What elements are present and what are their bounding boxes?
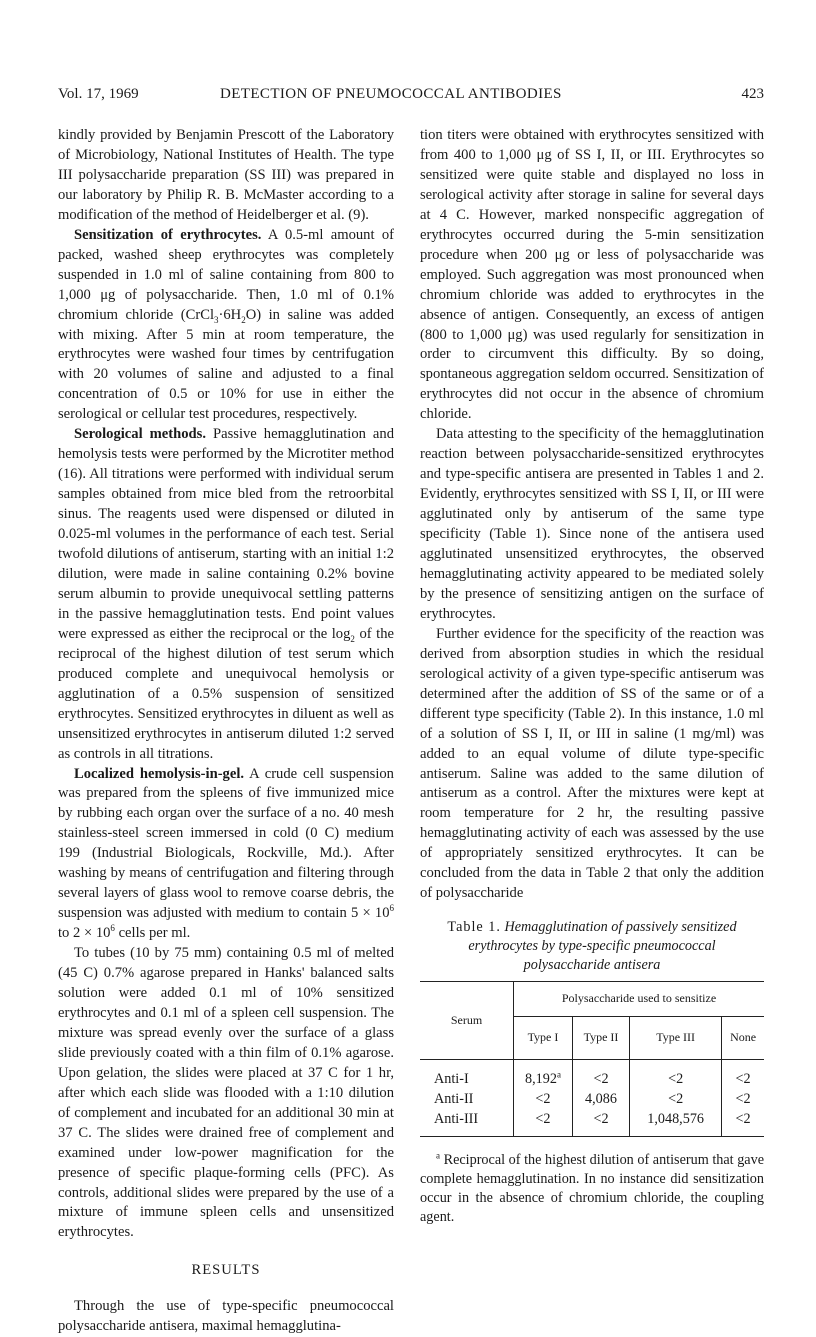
left-column [58,126,394,1337]
table-cell: <2 [722,1110,764,1136]
table-cell: 8,192$^a$ [514,1060,573,1090]
table-cell: <2 [572,1060,629,1090]
paragraph-continued: kindly provided by Benjamin Prescott of the Laboratory of Microbiology, National Institutes of Health. The type III polysaccharide preparation (SS III) was prepared in our laboratory by Philip R. B. McMaster according to a modification of the method of Heidelberger et al. (9). [58,127,394,223]
table1-col-type-ii: Type II [572,1017,629,1060]
table1-label: Table 1. [447,919,501,936]
table-cell: <2 [630,1090,722,1110]
table-cell: <2 [722,1090,764,1110]
paragraph-agarose: To tubes (10 by 75 mm) containing 0.5 ml of melted (45 C) 0.7% agarose prepared in Hanks' balanced salts solution were added 0.1 ml of 10% sensitized erythrocytes and 0.1 ml of a spleen cell suspension. The mixture was spread evenly over the surface of a glass slide previously coated with a thin film of 0.1% agarose. Upon gelation, the slides were placed at 37 C for 1 hr, after which each slide was flooded with a 1:10 dilution of complement and incubated for an additional 30 min at 37 C. The slides were drained free of complement and examined under low-power magnification for the presence of specific plaque-forming cells (PFC). As controls, additional slides were prepared by the use of a mixture of immune spleen cells and unsensitized erythrocytes. [58,945,394,1241]
runin-heading-sensitization: Sensitization of erythrocytes. [74,226,262,243]
paragraph-specificity: Data attesting to the specificity of the hemagglutination reaction between polysaccharide-sensitized erythrocytes and type-specific antisera are presented in Tables 1 and 2. Evidently, erythrocytes sensitized with SS I, II, or III were agglutinated only by antiserum of the same type specificity (Table 1). Since none of the antisera used agglutinated unsensitized erythrocytes, the observed hemagglutinating activity appeared to be mediated solely by the presence of sensitizing antigen on the surface of erythrocytes. [420,426,764,622]
right-column [420,126,764,1227]
table1-caption [426,918,758,975]
table1-col-type-i: Type I [514,1017,573,1060]
table1-col-none: None [722,1017,764,1060]
footnote-mark: a [436,1150,440,1161]
running-header [58,86,764,106]
table-cell: <2 [630,1060,722,1090]
table1-row-label: Anti-II [434,1091,474,1108]
table-row [420,1090,764,1110]
table1 [420,981,764,1137]
paragraph-results: Through the use of type-specific pneumococcal polysaccharide antisera, maximal hemagglutina- [58,1298,394,1335]
table-cell: <2 [514,1110,573,1136]
footnote-mark: a [556,1069,561,1080]
table1-title: Hemagglutination of passively sensitized erythrocytes by type-specific pneumococcal polysaccharide antisera [468,919,737,974]
volume-label: Vol. 17, 1969 [58,86,139,102]
table-cell: <2 [722,1060,764,1090]
table-row [420,1110,764,1136]
paragraph-absorption: Further evidence for the specificity of the reaction was derived from absorption studies in which the residual serological activity of a given type-specific antiserum was determined after the addition of SS of the same or of a different type specificity (Table 2). In this instance, 1.0 ml of a solution of SS I, II, or III in saline (1 mg/ml) was added to an equal volume of dilute type-specific antiserum. Saline was added to the same dilution of antiserum as a control. After the mixtures were kept at room temperature for 2 hr, the resulting passive hemagglutinating activity of each was assessed by the use of appropriately sensitized erythrocytes. It can be concluded from the data in Table 2 that only the addition of polysaccharide [420,625,764,902]
table-cell: <2 [514,1090,573,1110]
table1-col-type-iii: Type III [630,1017,722,1060]
paragraph-titers: tion titers were obtained with erythrocytes sensitized with from 400 to 1,000 μg of SS I, II, or III. Erythrocytes so sensitized were quite stable and displayed no loss in serological activity after storage in saline for several days at 4 C. However, marked nonspecific aggregation of erythrocytes occurred during the 5-min sensitization procedure when 200 μg or less of polysaccharide was employed. Such aggregation was most pronounced when chromium chloride was added to erythrocytes in the absence of antigen. Consequently, an excess of antigen (800 to 1,000 μg) was used regularly for sensitization in order to circumvent this difficulty. By so doing, spontaneous aggregation seldom occurred. Sensitization of erythrocytes did not occur in the absence of chromium chloride. [420,127,764,423]
runin-heading-hemolysis: Localized hemolysis-in-gel. [74,765,245,782]
table1-stub-header: Serum [420,982,514,1060]
table1-row-label: Anti-I [434,1071,469,1088]
paragraph-serological: Serological methods. Passive hemagglutination and hemolysis tests were performed by the Microtiter method (16). All titrations were performed with individual serum samples obtained from mice bled from the retroorbital sinus. The reagents used were dispensed or diluted in 0.025-ml volumes in the performance of each test. Serial twofold dilutions of antiserum, starting with an initial 1:2 dilution, were made in saline containing 0.2% bovine serum albumin to provide unequivocal settling patterns in the passive hemagglutination tests. End point values were expressed as either the reciprocal or the $\log_2$ of the reciprocal of the highest dilution of test serum which produced complete and unequivocal hemolysis or agglutination of a 0.5% suspension of sensitized erythrocytes. Sensitized erythrocytes in diluent as well as unsensitized erythrocytes in antiserum diluted 1:2 served as controls in all titrations. [58,426,394,762]
paragraph-sensitization: Sensitization of erythrocytes. A 0.5-ml amount of packed, washed sheep erythrocytes was completely suspended in 1.0 ml of saline containing from 800 to 1,000 μg of polysaccharide. Then, 1.0 ml of 0.1% chromium chloride $(CrCl_3\cdot 6H_2O)$ in saline was added with mixing. After 5 min at room temperature, the erythrocytes were washed four times by centrifugation with 20 volumes of saline and adjusted to a final concentration of 0.5 or 10% for use in either the serological or cellular test procedures, respectively. [58,226,394,423]
running-title: DETECTION OF PNEUMOCOCCAL ANTIBODIES [220,86,562,102]
section-heading-results: RESULTS [191,1262,261,1279]
table-cell: 4,086 [572,1090,629,1110]
table-cell: <2 [572,1110,629,1136]
table1-spanner-header: Polysaccharide used to sensitize [514,982,764,1017]
paragraph-hemolysis-in-gel: Localized hemolysis-in-gel. A crude cell suspension was prepared from the spleens of five immunized mice by rubbing each organ over the surface of a no. 40 mesh stainless-steel screen immersed in cold (0 C) medium 199 (Industrial Biologicals, Rockville, Md.). After washing by means of centrifugation and filtering through several layers of glass wool to remove coarse debris, the suspension was adjusted with medium to contain $5 \times 10^6$ to $2 \times 10^6$ cells per ml. [58,765,394,942]
table-cell: 1,048,576 [630,1110,722,1136]
table1-footnote: $^a$ Reciprocal of the highest dilution of antiserum that gave complete hemagglutination. In no instance did sensitization occur in the absence of chromium chloride, the coupling agent. [420,1150,764,1226]
table1-row-label: Anti-III [420,1110,514,1136]
table-row [420,1060,764,1090]
runin-heading-serological: Serological methods. [74,426,206,443]
page-number: 423 [741,86,764,102]
